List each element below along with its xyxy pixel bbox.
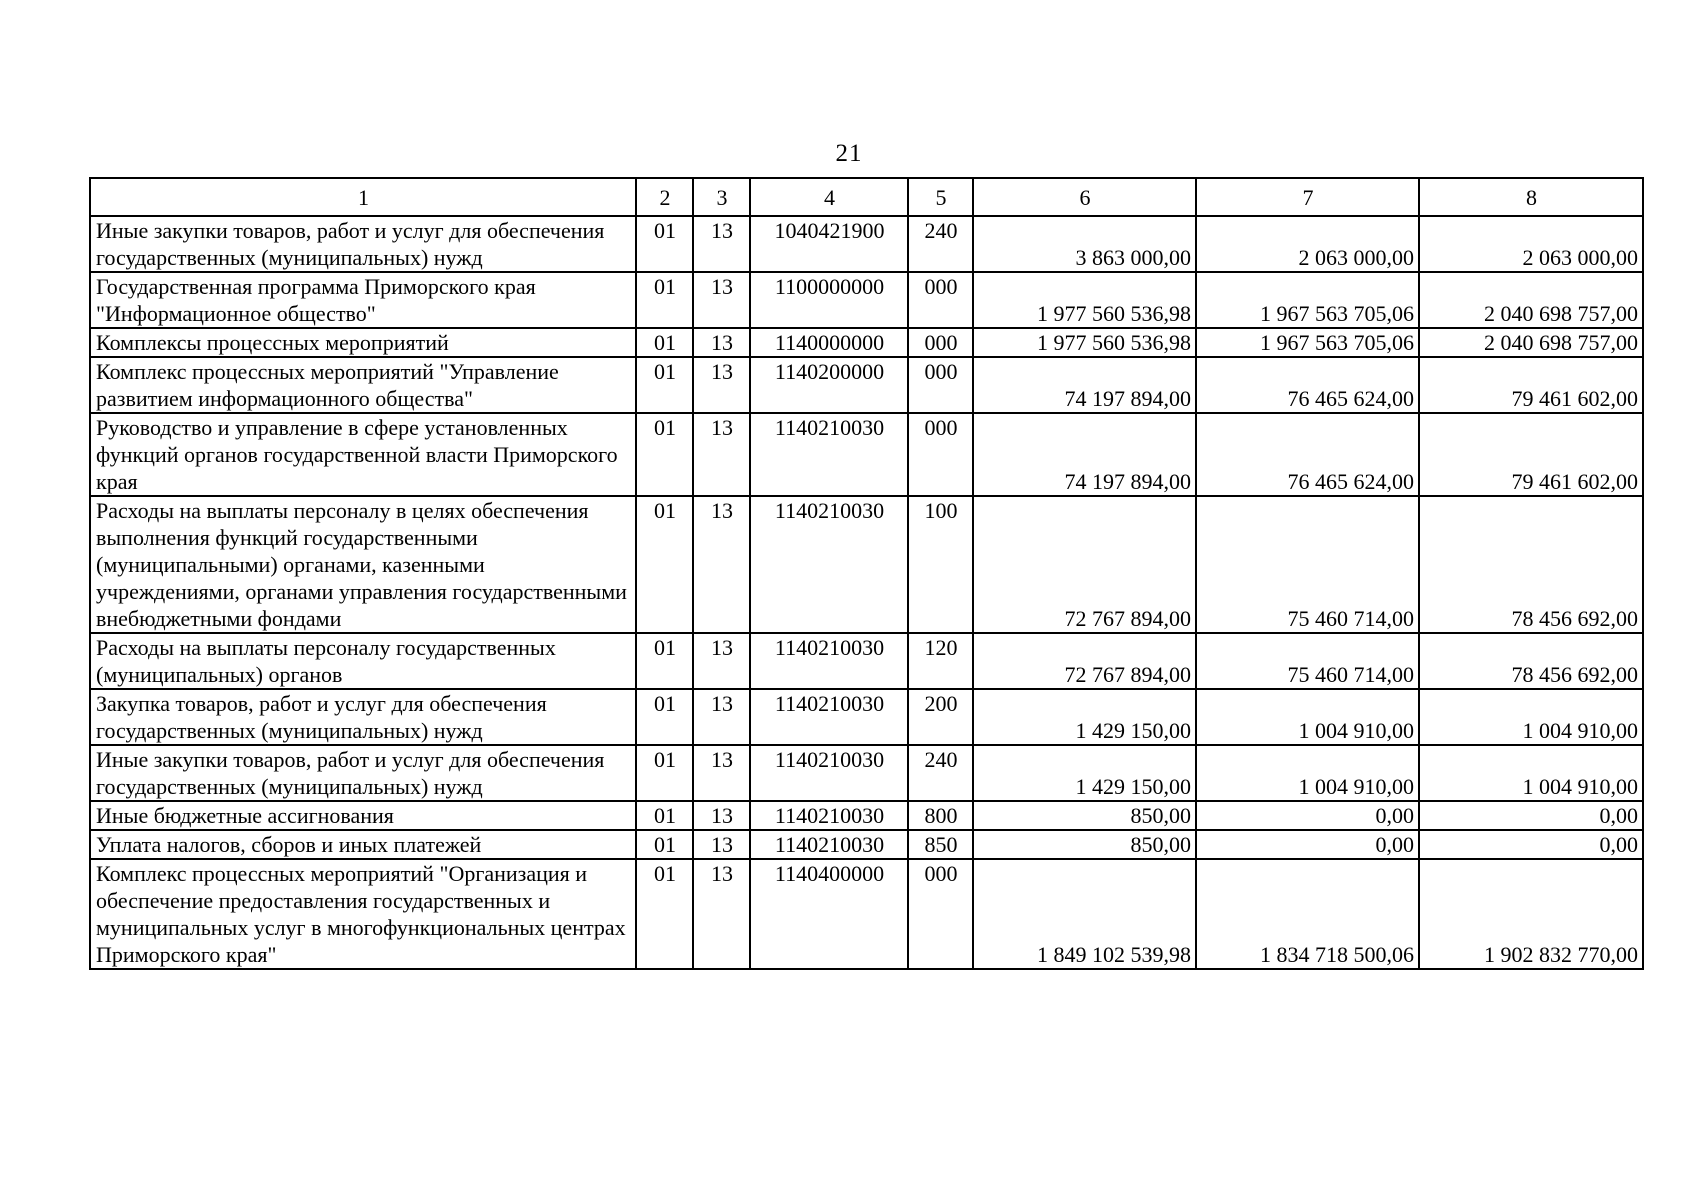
subsection-code-cell: 13 <box>693 413 750 496</box>
amount-cell-col7: 1 834 718 500,06 <box>1196 859 1419 969</box>
column-header: 3 <box>693 178 750 216</box>
amount-cell-col8: 2 040 698 757,00 <box>1419 272 1643 328</box>
section-code-cell: 01 <box>636 413 693 496</box>
column-header: 8 <box>1419 178 1643 216</box>
target-article-cell: 1140210030 <box>750 689 908 745</box>
section-code-cell: 01 <box>636 496 693 633</box>
row-name-cell: Иные бюджетные ассигнования <box>90 801 636 830</box>
table-row <box>90 272 1643 328</box>
target-article-cell: 1140400000 <box>750 859 908 969</box>
target-article-cell: 1040421900 <box>750 216 908 272</box>
amount-cell-col6: 3 863 000,00 <box>973 216 1196 272</box>
subsection-code-cell: 13 <box>693 328 750 357</box>
amount-cell-col6: 72 767 894,00 <box>973 496 1196 633</box>
table-row <box>90 859 1643 969</box>
amount-cell-col8: 0,00 <box>1419 801 1643 830</box>
expense-type-cell: 200 <box>908 689 973 745</box>
expense-type-cell: 000 <box>908 413 973 496</box>
amount-cell-col7: 0,00 <box>1196 830 1419 859</box>
subsection-code-cell: 13 <box>693 801 750 830</box>
amount-cell-col7: 76 465 624,00 <box>1196 357 1419 413</box>
amount-cell-col7: 1 967 563 705,06 <box>1196 272 1419 328</box>
subsection-code-cell: 13 <box>693 496 750 633</box>
expense-type-cell: 120 <box>908 633 973 689</box>
expense-type-cell: 000 <box>908 328 973 357</box>
table-row <box>90 801 1643 830</box>
column-header: 5 <box>908 178 973 216</box>
row-name-cell: Уплата налогов, сборов и иных платежей <box>90 830 636 859</box>
amount-cell-col7: 1 004 910,00 <box>1196 689 1419 745</box>
amount-cell-col8: 2 040 698 757,00 <box>1419 328 1643 357</box>
row-name-cell: Расходы на выплаты персоналу государственных (муниципальных) органов <box>90 633 636 689</box>
table-row <box>90 328 1643 357</box>
page-number: 21 <box>835 140 863 167</box>
amount-cell-col8: 79 461 602,00 <box>1419 413 1643 496</box>
target-article-cell: 1100000000 <box>750 272 908 328</box>
amount-cell-col6: 1 977 560 536,98 <box>973 328 1196 357</box>
section-code-cell: 01 <box>636 216 693 272</box>
row-name-cell: Комплексы процессных мероприятий <box>90 328 636 357</box>
row-name-cell: Закупка товаров, работ и услуг для обеспечения государственных (муниципальных) нужд <box>90 689 636 745</box>
amount-cell-col8: 2 063 000,00 <box>1419 216 1643 272</box>
amount-cell-col6: 1 977 560 536,98 <box>973 272 1196 328</box>
amount-cell-col8: 79 461 602,00 <box>1419 357 1643 413</box>
row-name-cell: Иные закупки товаров, работ и услуг для обеспечения государственных (муниципальных) нужд <box>90 216 636 272</box>
amount-cell-col8: 78 456 692,00 <box>1419 633 1643 689</box>
subsection-code-cell: 13 <box>693 216 750 272</box>
amount-cell-col6: 850,00 <box>973 801 1196 830</box>
table-row <box>90 413 1643 496</box>
amount-cell-col6: 1 429 150,00 <box>973 745 1196 801</box>
amount-cell-col7: 75 460 714,00 <box>1196 496 1419 633</box>
column-header: 2 <box>636 178 693 216</box>
target-article-cell: 1140210030 <box>750 830 908 859</box>
table-row <box>90 216 1643 272</box>
amount-cell-col8: 1 004 910,00 <box>1419 745 1643 801</box>
target-article-cell: 1140210030 <box>750 413 908 496</box>
amount-cell-col7: 0,00 <box>1196 801 1419 830</box>
amount-cell-col8: 1 902 832 770,00 <box>1419 859 1643 969</box>
section-code-cell: 01 <box>636 272 693 328</box>
table-header-row <box>90 178 1643 216</box>
expense-type-cell: 100 <box>908 496 973 633</box>
target-article-cell: 1140210030 <box>750 801 908 830</box>
row-name-cell: Иные закупки товаров, работ и услуг для обеспечения государственных (муниципальных) нужд <box>90 745 636 801</box>
amount-cell-col7: 2 063 000,00 <box>1196 216 1419 272</box>
column-header: 7 <box>1196 178 1419 216</box>
expense-type-cell: 240 <box>908 216 973 272</box>
subsection-code-cell: 13 <box>693 357 750 413</box>
amount-cell-col6: 74 197 894,00 <box>973 413 1196 496</box>
row-name-cell: Комплекс процессных мероприятий "Организация и обеспечение предоставления государственных и муниципальных услуг в многофункциональных центрах Приморского края" <box>90 859 636 969</box>
target-article-cell: 1140200000 <box>750 357 908 413</box>
budget-table <box>89 177 1644 970</box>
row-name-cell: Расходы на выплаты персоналу в целях обеспечения выполнения функций государственными (муниципальными) органами, казенными учреждениями, органами управления государственными внебюджетными фондами <box>90 496 636 633</box>
column-header: 4 <box>750 178 908 216</box>
subsection-code-cell: 13 <box>693 859 750 969</box>
section-code-cell: 01 <box>636 801 693 830</box>
subsection-code-cell: 13 <box>693 633 750 689</box>
expense-type-cell: 240 <box>908 745 973 801</box>
section-code-cell: 01 <box>636 745 693 801</box>
subsection-code-cell: 13 <box>693 745 750 801</box>
table-row <box>90 357 1643 413</box>
expense-type-cell: 000 <box>908 357 973 413</box>
subsection-code-cell: 13 <box>693 830 750 859</box>
amount-cell-col6: 850,00 <box>973 830 1196 859</box>
section-code-cell: 01 <box>636 689 693 745</box>
target-article-cell: 1140210030 <box>750 633 908 689</box>
column-header: 6 <box>973 178 1196 216</box>
subsection-code-cell: 13 <box>693 689 750 745</box>
column-header: 1 <box>90 178 636 216</box>
row-name-cell: Руководство и управление в сфере установленных функций органов государственной власти Приморского края <box>90 413 636 496</box>
table-row <box>90 496 1643 633</box>
table-row <box>90 830 1643 859</box>
target-article-cell: 1140000000 <box>750 328 908 357</box>
amount-cell-col6: 72 767 894,00 <box>973 633 1196 689</box>
table-row <box>90 689 1643 745</box>
row-name-cell: Комплекс процессных мероприятий "Управление развитием информационного общества" <box>90 357 636 413</box>
amount-cell-col7: 1 967 563 705,06 <box>1196 328 1419 357</box>
amount-cell-col6: 74 197 894,00 <box>973 357 1196 413</box>
table-row <box>90 745 1643 801</box>
expense-type-cell: 850 <box>908 830 973 859</box>
amount-cell-col8: 78 456 692,00 <box>1419 496 1643 633</box>
section-code-cell: 01 <box>636 633 693 689</box>
section-code-cell: 01 <box>636 830 693 859</box>
subsection-code-cell: 13 <box>693 272 750 328</box>
expense-type-cell: 000 <box>908 272 973 328</box>
section-code-cell: 01 <box>636 859 693 969</box>
expense-type-cell: 800 <box>908 801 973 830</box>
amount-cell-col6: 1 429 150,00 <box>973 689 1196 745</box>
amount-cell-col8: 1 004 910,00 <box>1419 689 1643 745</box>
target-article-cell: 1140210030 <box>750 745 908 801</box>
amount-cell-col7: 75 460 714,00 <box>1196 633 1419 689</box>
section-code-cell: 01 <box>636 328 693 357</box>
row-name-cell: Государственная программа Приморского края "Информационное общество" <box>90 272 636 328</box>
amount-cell-col7: 76 465 624,00 <box>1196 413 1419 496</box>
amount-cell-col7: 1 004 910,00 <box>1196 745 1419 801</box>
expense-type-cell: 000 <box>908 859 973 969</box>
section-code-cell: 01 <box>636 357 693 413</box>
table-row <box>90 633 1643 689</box>
amount-cell-col8: 0,00 <box>1419 830 1643 859</box>
target-article-cell: 1140210030 <box>750 496 908 633</box>
amount-cell-col6: 1 849 102 539,98 <box>973 859 1196 969</box>
